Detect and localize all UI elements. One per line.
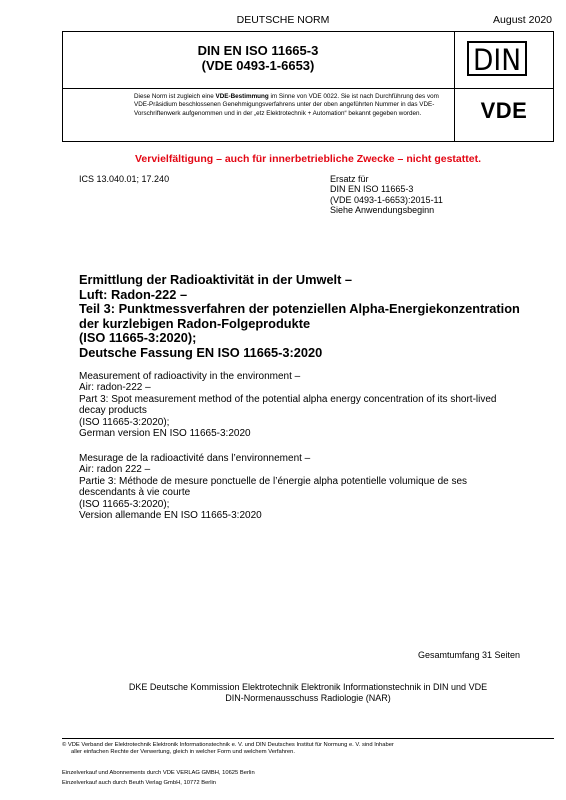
title-line: Version allemande EN ISO 11665-3:2020 xyxy=(79,510,262,522)
title-line: German version EN ISO 11665-3:2020 xyxy=(79,428,251,440)
title-line: Air: radon 222 – xyxy=(79,464,151,476)
replacement-line: Siehe Anwendungsbeginn xyxy=(330,205,435,216)
sales-info xyxy=(62,768,255,788)
committee-info xyxy=(62,682,554,704)
sales-line: Einzelverkauf und Abonnements durch VDE VERLAG GMBH, 10625 Berlin xyxy=(62,770,255,776)
replacement-line: DIN EN ISO 11665-3 xyxy=(330,184,414,195)
title-line: Partie 3: Méthode de mesure ponctuelle de l’énergie alpha potentielle volumique de ses xyxy=(79,475,468,487)
standard-number: DIN EN ISO 11665-3 xyxy=(197,43,319,58)
standard-designation xyxy=(62,43,454,73)
title-line: descendants à vie courte xyxy=(79,487,191,499)
replacement-info xyxy=(330,174,443,216)
din-logo-glyphs xyxy=(470,45,524,73)
title-line: Deutsche Fassung EN ISO 11665-3:2020 xyxy=(79,344,323,360)
vde-notice-rest: im Sinne von VDE 0022. Sie ist nach Durchführung des vom VDE-Präsidium beschlossenen Genehmigungsverfahrens unter der oben angeführten Nummer in das VDE-Vorschriftenwerk aufgenommen und in der „etz Elektrotechnik + Automation“ bekannt gegeben worden. xyxy=(134,93,439,117)
title-line: Ermittlung der Radioaktivität in der Umwelt – xyxy=(79,272,353,287)
committee-line: DKE Deutsche Kommission Elektrotechnik Elektronik Informationstechnik in DIN und VDE xyxy=(128,682,488,692)
footer-divider xyxy=(62,738,554,739)
replacement-line: Ersatz für xyxy=(330,174,369,184)
vde-notice xyxy=(134,93,446,118)
title-english xyxy=(79,371,549,439)
title-line: Teil 3: Punktmessverfahren der potenziellen Alpha-Energiekonzentration xyxy=(79,301,520,317)
title-line: der kurzlebigen Radon-Folgeprodukte xyxy=(79,315,311,331)
reproduction-notice: Vervielfältigung – auch für innerbetriebliche Zwecke – nicht gestattet. xyxy=(134,153,481,165)
title-line: Mesurage de la radioactivité dans l’environnement – xyxy=(79,453,311,464)
din-logo-text: DIN xyxy=(473,44,521,73)
title-block-divider-vertical xyxy=(454,31,455,142)
title-line: Air: radon-222 – xyxy=(79,382,151,394)
din-logo xyxy=(467,41,527,76)
publication-date: August 2020 xyxy=(493,14,552,26)
title-line: (ISO 11665-3:2020); xyxy=(79,416,170,428)
title-line: Luft: Radon-222 – xyxy=(79,286,188,302)
norm-type-label: DEUTSCHE NORM xyxy=(236,14,330,26)
vde-number: (VDE 0493-1-6653) xyxy=(201,58,315,73)
title-block-divider-horizontal xyxy=(62,88,554,89)
replacement-line: (VDE 0493-1-6653):2015-11 xyxy=(330,194,443,205)
title-line: Part 3: Spot measurement method of the potential alpha energy concentration of its short-lived xyxy=(79,393,497,405)
sales-line: Einzelverkauf auch durch Beuth Verlag GmbH, 10772 Berlin xyxy=(62,780,217,786)
title-line: decay products xyxy=(79,405,147,417)
title-line: Measurement of radioactivity in the environment – xyxy=(79,371,301,382)
committee-line: DIN-Normenausschuss Radiologie (NAR) xyxy=(225,693,391,703)
copyright-line: © VDE Verband der Elektrotechnik Elektronik Informationstechnik e. V. und DIN Deutsches Institut für Normung e. V. sind Inhaber xyxy=(62,742,394,748)
title-line: (ISO 11665-3:2020); xyxy=(79,330,197,346)
vde-notice-prefix: Diese Norm ist zugleich eine xyxy=(134,93,216,100)
total-pages: Gesamtumfang 31 Seiten xyxy=(417,650,520,660)
vde-logo: VDE xyxy=(480,98,528,123)
copyright-line: aller einfachen Rechte der Verwertung, gleich in welcher Form und welchem Verfahren. xyxy=(71,749,295,755)
title-german xyxy=(79,273,549,361)
title-french xyxy=(79,453,549,521)
vde-notice-bold: VDE-Bestimmung xyxy=(215,93,269,100)
ics-code: ICS 13.040.01; 17.240 xyxy=(79,174,170,184)
title-line: (ISO 11665-3:2020); xyxy=(79,498,170,510)
copyright-notice xyxy=(62,742,552,756)
